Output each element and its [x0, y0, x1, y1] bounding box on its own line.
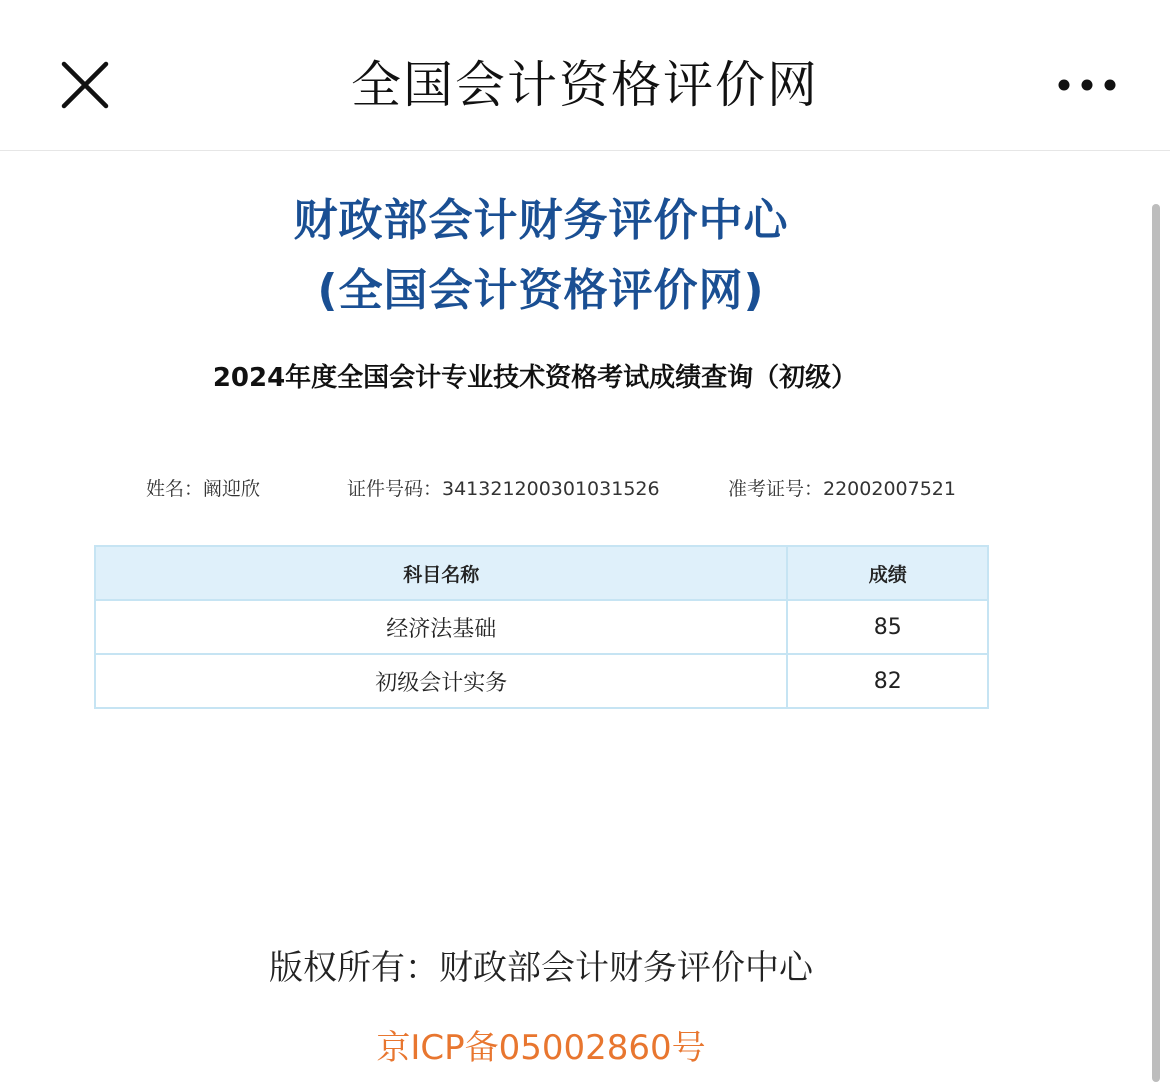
header-subject: 科目名称: [95, 546, 787, 600]
header-score: 成绩: [787, 546, 988, 600]
more-dots-icon: [1052, 70, 1122, 100]
org-title-line2: (全国会计资格评价网): [317, 265, 765, 316]
subject-cell: 初级会计实务: [95, 654, 787, 708]
table-row: [95, 600, 988, 654]
candidate-ticket-number: 准考证号：22002007521: [728, 478, 956, 500]
org-title-line1: 财政部会计财务评价中心: [293, 195, 789, 246]
icp-link[interactable]: 京ICP备05002860号: [376, 1028, 706, 1068]
nav-title: 全国会计资格评价网: [351, 56, 819, 114]
top-navbar: [0, 0, 1170, 151]
table-header-row: [95, 546, 988, 600]
table-row: [95, 654, 988, 708]
candidate-id-number: 证件号码：341321200301031526: [347, 478, 660, 500]
close-button[interactable]: [58, 58, 112, 112]
candidate-name: 姓名：阚迎欣: [146, 478, 261, 500]
score-cell: 85: [787, 600, 988, 654]
scrollbar[interactable]: [1152, 204, 1160, 1082]
copyright-text: 版权所有：财政部会计财务评价中心: [269, 948, 813, 988]
score-cell: 82: [787, 654, 988, 708]
more-button[interactable]: [1052, 70, 1122, 100]
close-icon: [58, 58, 112, 112]
subject-cell: 经济法基础: [95, 600, 787, 654]
score-table: [94, 545, 989, 709]
exam-title: 2024年度全国会计专业技术资格考试成绩查询（初级）: [212, 363, 858, 393]
